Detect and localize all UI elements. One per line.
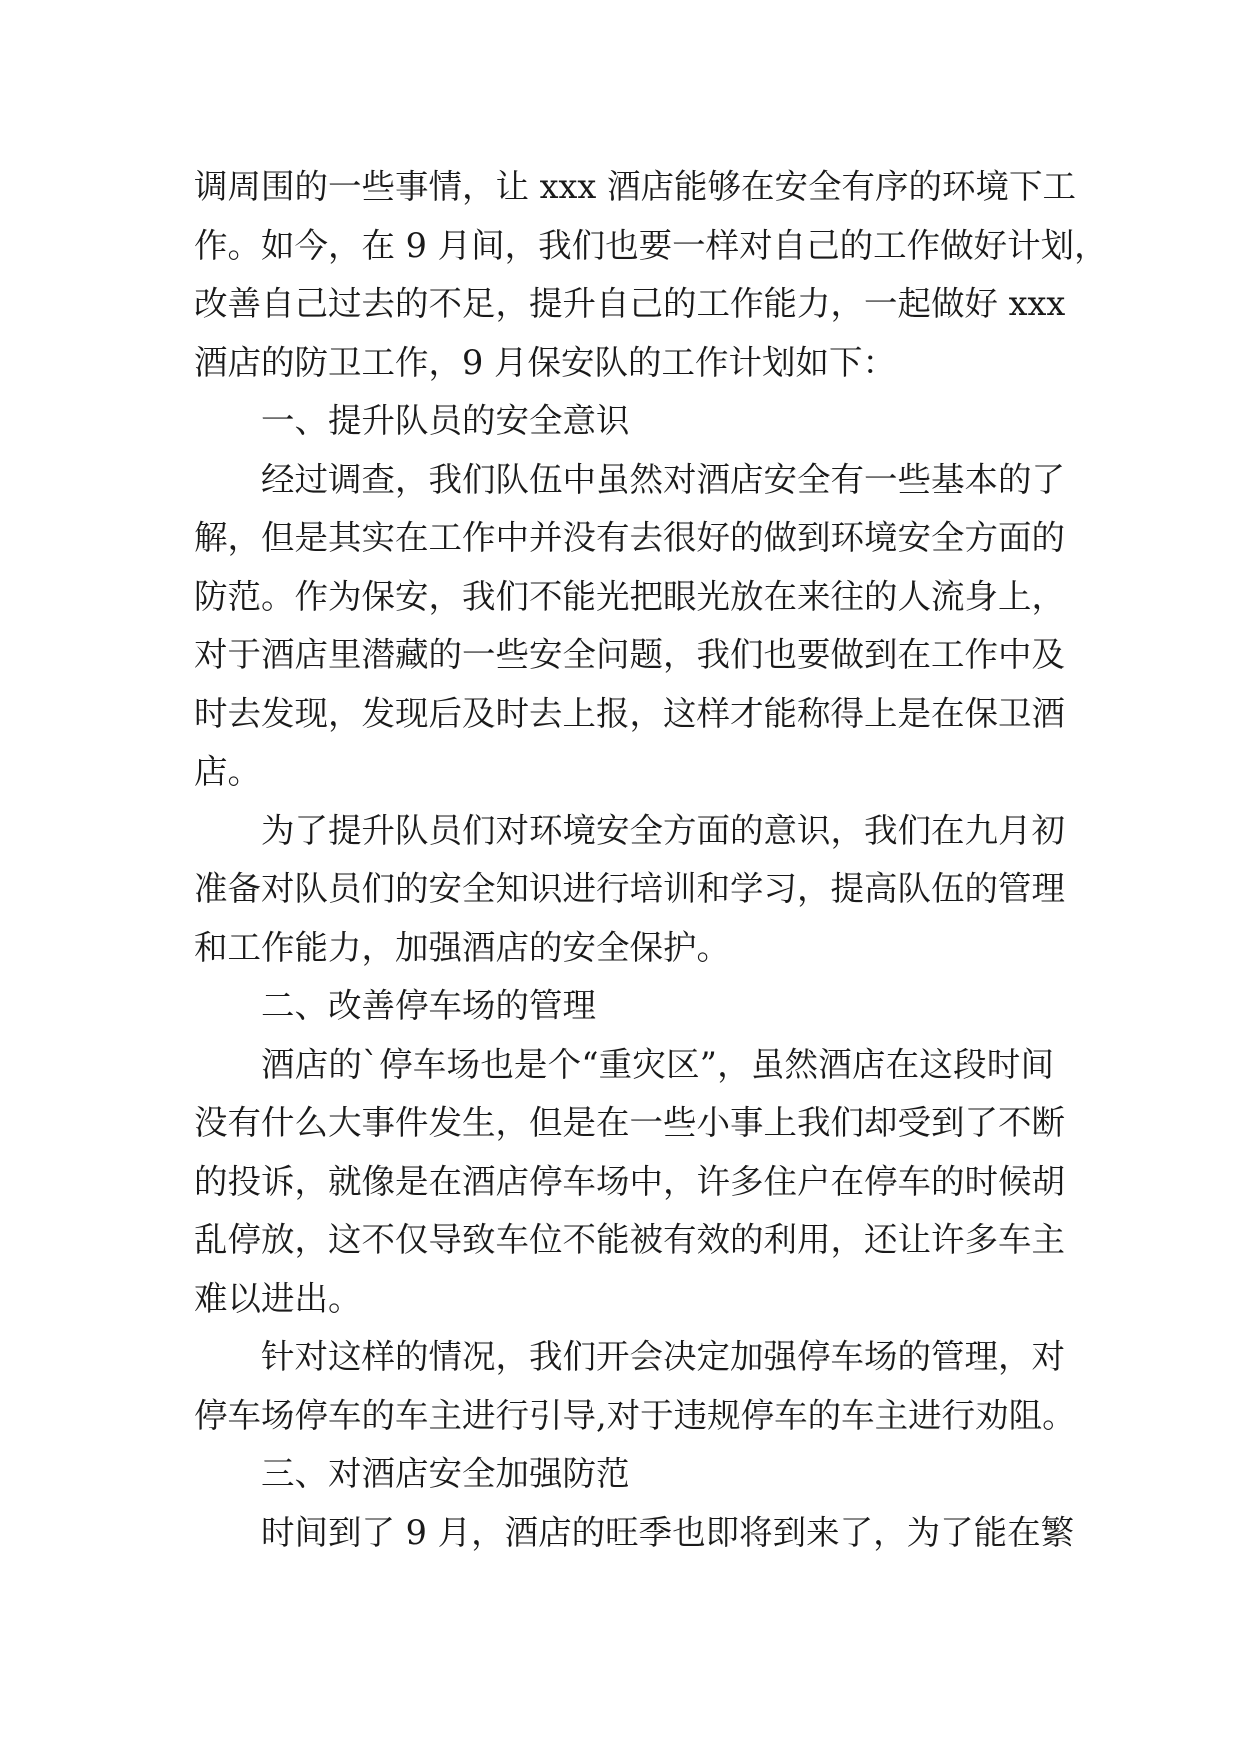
text-line: 和工作能力，加强酒店的安全保护。 bbox=[194, 927, 730, 967]
text-line: 停车场停车的车主进行引导,对于违规停车的车主进行劝阻。 bbox=[194, 1395, 1076, 1435]
section-heading: 二、改善停车场的管理 bbox=[261, 986, 596, 1025]
section-heading: 一、提升队员的安全意识 bbox=[261, 401, 630, 440]
text-line: 时去发现，发现后及时去上报，这样才能称得上是在保卫酒 bbox=[194, 693, 1065, 733]
text-line: 准备对队员们的安全知识进行培训和学习，提高队伍的管理 bbox=[194, 869, 1065, 908]
text-line: 针对这样的情况，我们开会决定加强停车场的管理，对 bbox=[261, 1337, 1065, 1376]
text-line: 经过调查，我们队伍中虽然对酒店安全有一些基本的了 bbox=[261, 459, 1065, 499]
text-line: 店。 bbox=[194, 752, 261, 791]
text-line: 酒店的`停车场也是个“重灾区”，虽然酒店在这段时间 bbox=[261, 1044, 1054, 1084]
text-line: 没有什么大事件发生，但是在一些小事上我们却受到了不断 bbox=[194, 1103, 1065, 1142]
text-line: 时间到了 9 月，酒店的旺季也即将到来了，为了能在繁 bbox=[261, 1512, 1075, 1552]
text-line: 解，但是其实在工作中并没有去很好的做到环境安全方面的 bbox=[194, 518, 1065, 557]
document-body bbox=[194, 158, 1108, 1562]
text-line: 防范。作为保安，我们不能光把眼光放在来往的人流身上， bbox=[194, 576, 1065, 616]
text-line: 作。如今，在 9 月间，我们也要一样对自己的工作做好计划， bbox=[194, 225, 1108, 265]
text-line: 乱停放，这不仅导致车位不能被有效的利用，还让许多车主 bbox=[194, 1220, 1065, 1259]
text-line: 对于酒店里潜藏的一些安全问题，我们也要做到在工作中及 bbox=[194, 635, 1065, 674]
text-line: 难以进出。 bbox=[194, 1278, 362, 1318]
text-line: 改善自己过去的不足，提升自己的工作能力，一起做好 xxx bbox=[194, 284, 1066, 323]
text-line: 调周围的一些事情，让 xxx 酒店能够在安全有序的环境下工 bbox=[194, 167, 1076, 206]
text-line: 的投诉，就像是在酒店停车场中，许多住户在停车的时候胡 bbox=[194, 1161, 1065, 1201]
text-line: 为了提升队员们对环境安全方面的意识，我们在九月初 bbox=[261, 810, 1065, 850]
text-line: 酒店的防卫工作，9 月保安队的工作计划如下： bbox=[194, 342, 896, 382]
section-heading: 三、对酒店安全加强防范 bbox=[261, 1454, 630, 1493]
